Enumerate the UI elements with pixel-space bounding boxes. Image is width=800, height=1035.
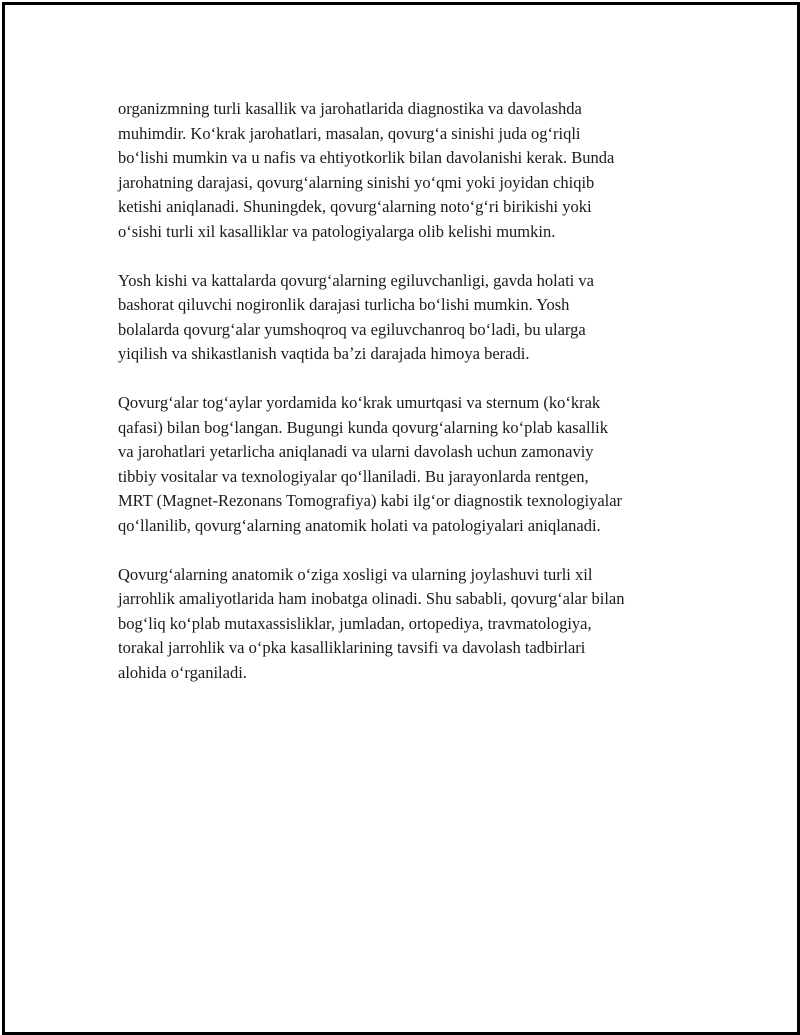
text-line: qafasi) bilan bogʻlangan. Bugungi kunda qovurgʻalarning koʻplab kasallik <box>118 417 608 437</box>
text-line: bogʻliq koʻplab mutaxassisliklar, jumladan, ortopediya, travmatologiya, <box>118 613 592 633</box>
text-line: alohida oʻrganiladi. <box>118 662 247 682</box>
page-frame <box>2 2 800 1035</box>
text-line: Qovurgʻalarning anatomik oʻziga xosligi va ularning joylashuvi turli xil <box>118 564 593 584</box>
paragraph-rib-surgery <box>118 563 698 686</box>
text-line: qoʻllanilib, qovurgʻalarning anatomik holati va patologiyalari aniqlanadi. <box>118 515 601 535</box>
text-line: tibbiy vositalar va texnologiyalar qoʻllaniladi. Bu jarayonlarda rentgen, <box>118 466 589 486</box>
text-line: muhimdir. Koʻkrak jarohatlari, masalan, qovurgʻa sinishi juda ogʻriqli <box>118 123 581 143</box>
text-line: torakal jarrohlik va oʻpka kasalliklarining tavsifi va davolash tadbirlari <box>118 638 586 657</box>
text-line: oʻsishi turli xil kasalliklar va patologiyalarga olib kelishi mumkin. <box>118 221 556 241</box>
text-line: va jarohatlari yetarlicha aniqlanadi va ularni davolash uchun zamonaviy <box>118 442 594 461</box>
text-line: bolalarda qovurgʻalar yumshoqroq va egiluvchanroq boʻladi, bu ularga <box>118 319 586 339</box>
paragraph-rib-flexibility <box>118 269 698 367</box>
text-line: Yosh kishi va kattalarda qovurgʻalarning egiluvchanligi, gavda holati va <box>118 270 594 290</box>
text-line: jarrohlik amaliyotlarida ham inobatga olinadi. Shu sababli, qovurgʻalar bilan <box>118 589 625 608</box>
text-line: organizmning turli kasallik va jarohatlarida diagnostika va davolashda <box>118 99 582 118</box>
document-body <box>118 97 698 710</box>
text-line: boʻlishi mumkin va u nafis va ehtiyotkorlik bilan davolanishi kerak. Bunda <box>118 148 615 167</box>
text-line: bashorat qiluvchi nogironlik darajasi turlicha boʻlishi mumkin. Yosh <box>118 295 570 314</box>
text-line: ketishi aniqlanadi. Shuningdek, qovurgʻalarning notoʻgʻri birikishi yoki <box>118 197 592 216</box>
text-line: MRT (Magnet-Rezonans Tomografiya) kabi ilgʻor diagnostik texnologiyalar <box>118 491 623 510</box>
paragraph-rib-diagnostics <box>118 97 698 244</box>
text-line: yiqilish va shikastlanish vaqtida baʼzi darajada himoya beradi. <box>118 344 530 363</box>
text-line: Qovurgʻalar togʻaylar yordamida koʻkrak umurtqasi va sternum (koʻkrak <box>118 393 601 412</box>
text-line: jarohatning darajasi, qovurgʻalarning sinishi yoʻqmi yoki joyidan chiqib <box>118 172 595 192</box>
paragraph-rib-attachment <box>118 391 698 538</box>
